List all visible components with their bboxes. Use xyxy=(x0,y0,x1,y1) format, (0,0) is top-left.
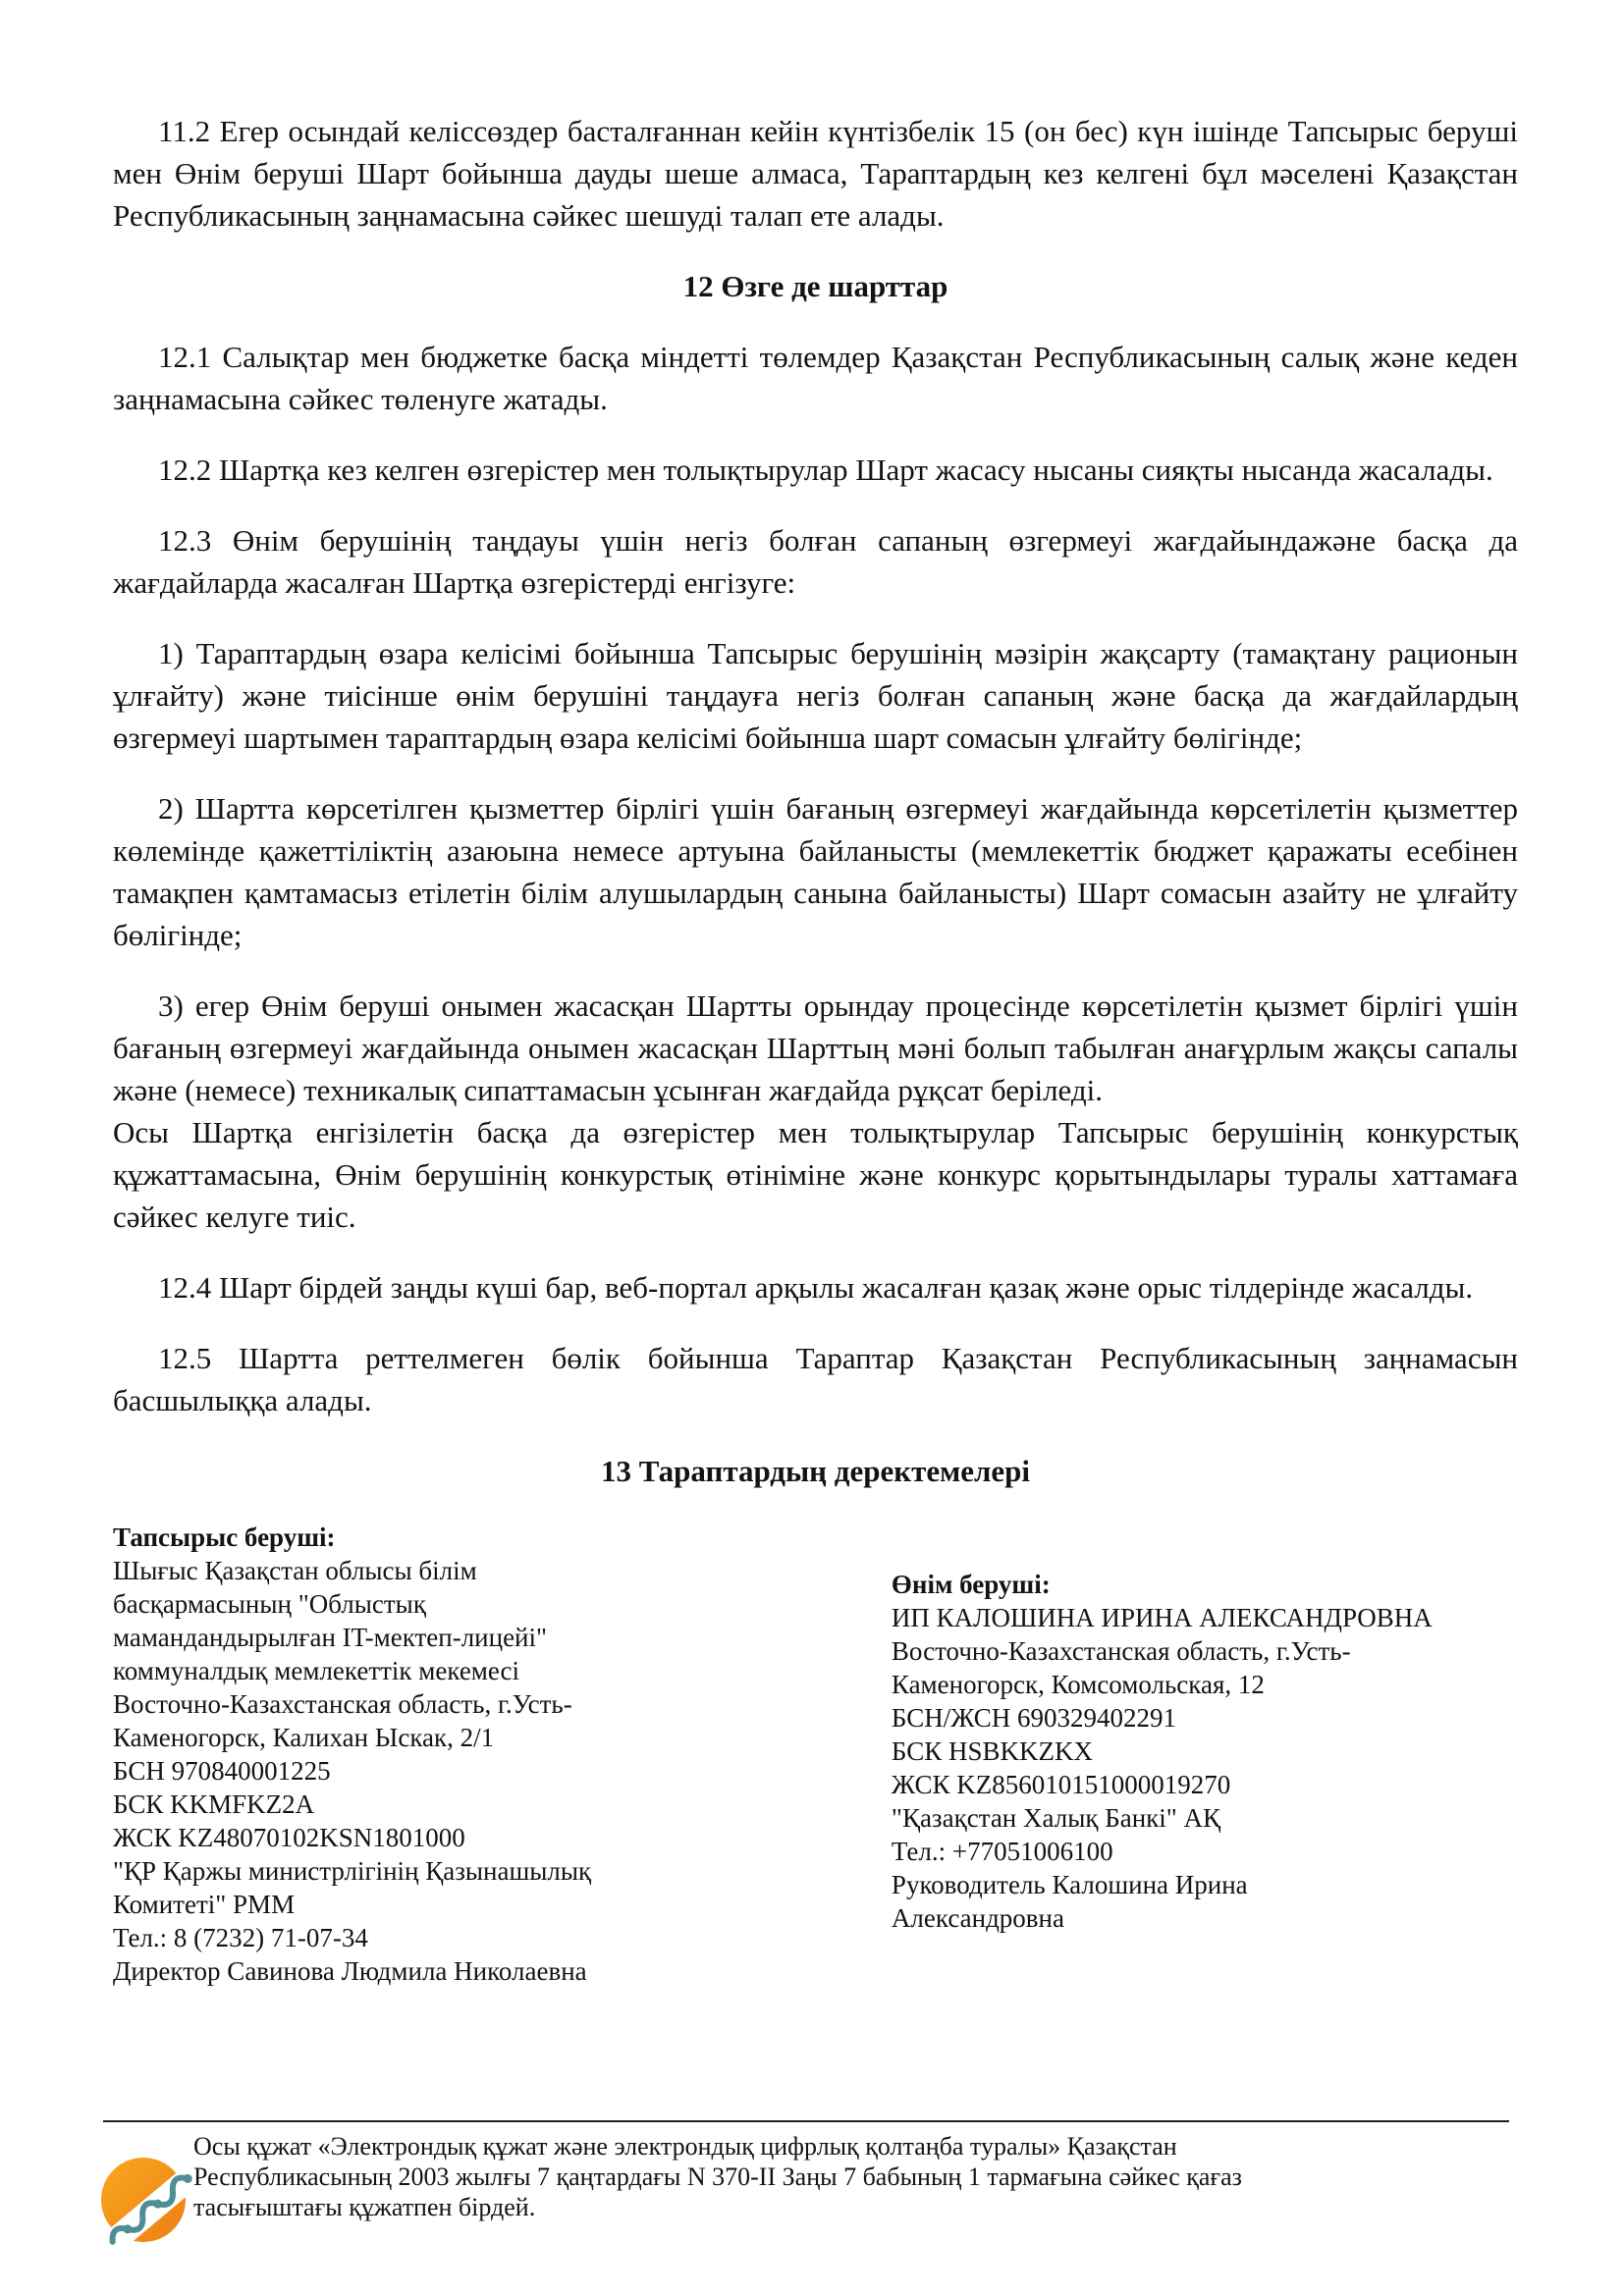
paragraph-12-1: 12.1 Салықтар мен бюджетке басқа міндетті төлемдер Қазақстан Республикасының салық және кеден заңнамасына сәйкес төленуге жатады. xyxy=(113,340,1518,416)
supplier-signatory: Александровна xyxy=(891,1903,1064,1933)
numbered-item-2: 2) Шартта көрсетілген қызметтер бірлігі үшін бағаның өзгермеуі жағдайында көрсетілетін қызметтер көлемінде қажеттіліктің азаюына немесе артуына байланысты (мемлекеттік бюджет қаражаты есебінен тамақпен қамтамасыз етілетін білім алушылардың санына байланысты) Шарт сомасын азайту не ұлғайту бөлігінде; xyxy=(113,791,1518,952)
customer-line: Восточно-Казахстанская область, г.Усть- xyxy=(113,1689,572,1719)
supplier-line: ЖСК KZ856010151000019270 xyxy=(891,1770,1231,1799)
supplier-details xyxy=(892,1568,1518,1988)
customer-phone: Тел.: 8 (7232) 71-07-34 xyxy=(113,1923,368,1952)
paragraph-12-2: 12.2 Шартқа кез келген өзгерістер мен толықтырулар Шарт жасасу нысаны сияқты нысанда жасалады. xyxy=(158,453,1493,487)
section-heading-13: 13 Тараптардың деректемелері xyxy=(601,1454,1030,1488)
customer-line: коммуналдық мемлекеттік мекемесі xyxy=(113,1656,520,1685)
customer-line: Каменогорск, Калихан Ыскак, 2/1 xyxy=(113,1723,495,1752)
supplier-phone: Тел.: +77051006100 xyxy=(891,1837,1113,1866)
customer-line: Комитеті" РММ xyxy=(113,1890,296,1919)
numbered-item-1: 1) Тараптардың өзара келісімі бойынша Тапсырыс берушінің мәзірін жақсарту (тамақтану рационын ұлғайту) және тиісінше өнім берушіні таңдауға негіз болған сапаның және басқа да жағдайлардың өзгермеуі шартымен тараптардың өзара келісімі бойынша шарт сомасын ұлғайту бөлігінде; xyxy=(113,636,1518,755)
digital-signature-stamp-icon xyxy=(98,2157,208,2259)
section-heading-12: 12 Өзге де шарттар xyxy=(682,269,948,303)
customer-label: Тапсырыс беруші: xyxy=(113,1522,336,1552)
numbered-item-3: 3) егер Өнім беруші онымен жасасқан Шартты орындау процесінде көрсетілетін қызмет бірлігі үшін бағаның өзгермеуі жағдайында онымен жасасқан Шарттың мәні болып табылған анағұрлым жақсы сапалы және (немесе) техникалық сипаттамасын ұсынған жағдайда рұқсат беріледі. xyxy=(113,988,1518,1107)
customer-details xyxy=(113,1521,788,1988)
customer-line: БСН 970840001225 xyxy=(113,1756,331,1786)
footer-line: Республикасының 2003 жылғы 7 қаңтардағы N 370-II Заңы 7 бабының 1 тармағына сәйкес қағаз xyxy=(193,2163,1242,2191)
supplier-line: БСК HSBKKZKX xyxy=(891,1736,1094,1766)
supplier-line: БСН/ЖСН 690329402291 xyxy=(891,1703,1177,1733)
paragraph-amendments: Осы Шартқа енгізілетін басқа да өзгерістер мен толықтырулар Тапсырыс берушінің конкурстық құжаттамасына, Өнім берушінің конкурстық өтініміне және конкурс қорытындылары туралы хаттамаға сәйкес келуге тиіс. xyxy=(113,1115,1518,1234)
legal-footer xyxy=(193,2131,1242,2222)
customer-line: басқармасының "Облыстық xyxy=(113,1589,426,1619)
supplier-line: Восточно-Казахстанская область, г.Усть- xyxy=(891,1636,1351,1666)
paragraph-12-3: 12.3 Өнім берушінің таңдауы үшін негіз болған сапаның өзгермеуі жағдайындажәне басқа да жағдайларда жасалған Шартқа өзгерістерді енгізуге: xyxy=(113,523,1518,600)
supplier-line: Каменогорск, Комсомольская, 12 xyxy=(891,1670,1265,1699)
supplier-signatory: Руководитель Калошина Ирина xyxy=(891,1870,1248,1899)
paragraph-11-2: 11.2 Егер осындай келіссөздер басталғаннан кейін күнтізбелік 15 (он бес) күн ішінде Тапсырыс беруші мен Өнім беруші Шарт бойынша дауды шеше алмаса, Тараптардың кез келгені бұл мәселені Қазақстан Республикасының заңнамасына сәйкес шешуді талап ете алады. xyxy=(113,114,1518,233)
customer-line: ЖСК KZ48070102KSN1801000 xyxy=(113,1823,465,1852)
customer-line: "ҚР Қаржы министрлігінің Қазынашылық xyxy=(113,1856,592,1886)
customer-signatory: Директор Савинова Людмила Николаевна xyxy=(113,1956,587,1986)
parties-details xyxy=(113,1521,1518,1988)
supplier-line: ИП КАЛОШИНА ИРИНА АЛЕКСАНДРОВНА xyxy=(891,1603,1433,1632)
footer-line: тасығыштағы құжатпен бірдей. xyxy=(193,2193,536,2221)
customer-line: Шығыс Қазақстан облысы білім xyxy=(113,1556,477,1585)
supplier-line: "Қазақстан Халық Банкі" АҚ xyxy=(891,1803,1221,1833)
supplier-label: Өнім беруші: xyxy=(891,1570,1051,1599)
paragraph-12-4: 12.4 Шарт бірдей заңды күші бар, веб-портал арқылы жасалған қазақ және орыс тілдерінде жасалды. xyxy=(158,1270,1474,1305)
paragraph-12-5: 12.5 Шартта реттелмеген бөлік бойынша Тараптар Қазақстан Республикасының заңнамасын басшылыққа алады. xyxy=(113,1341,1518,1417)
footer-divider xyxy=(103,2120,1509,2122)
contract-body xyxy=(113,110,1518,1988)
footer-line: Осы құжат «Электрондық құжат және электрондық цифрлық қолтаңба туралы» Қазақстан xyxy=(193,2132,1177,2161)
customer-line: мамандандырылған IT-мектеп-лицейі" xyxy=(113,1623,548,1652)
customer-line: БСК KKMFKZ2A xyxy=(113,1789,315,1819)
